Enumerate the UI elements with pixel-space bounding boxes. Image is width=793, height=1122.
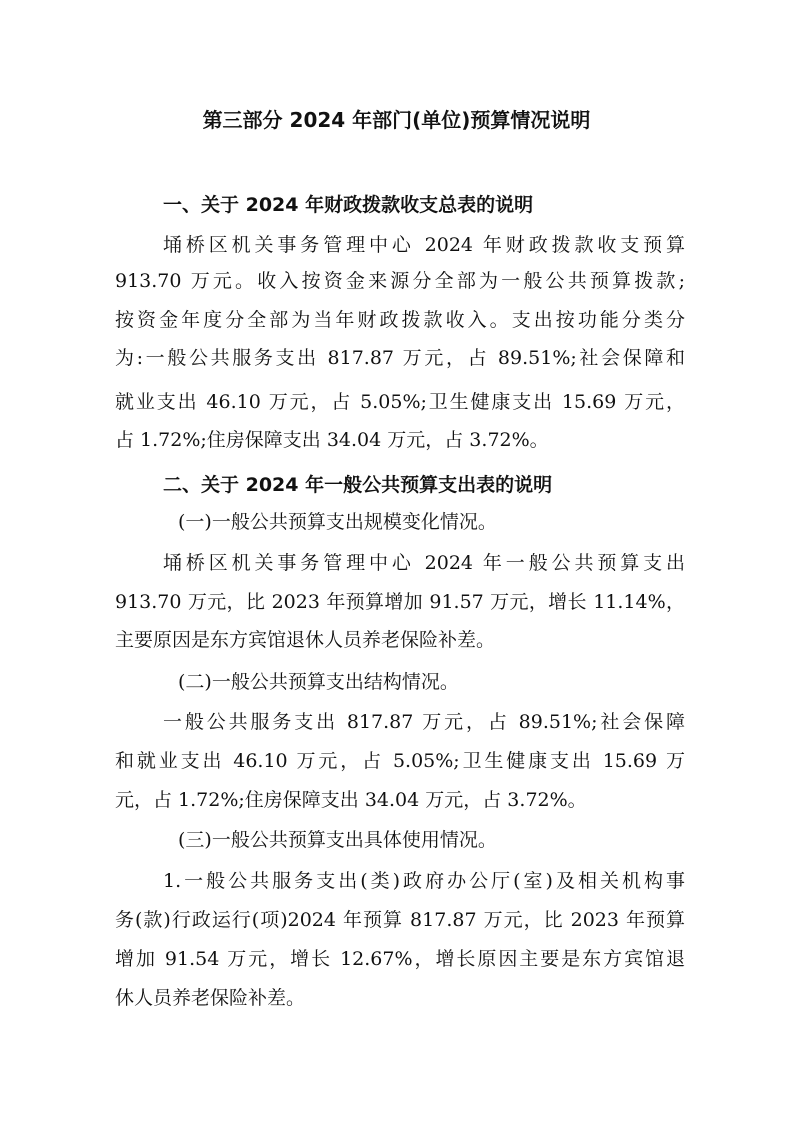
page-title: 第三部分 2024 年部门(单位)预算情况说明 (202, 108, 591, 132)
section-2-heading: 二、关于 2024 年一般公共预算支出表的说明 (163, 474, 553, 496)
paragraph-line: 元，占 1.72%;住房保障支出 34.04 万元，占 3.72%。 (115, 789, 587, 811)
paragraph-line: 务(款)行政运行(项)2024 年预算 817.87 万元，比 2023 年预算 (115, 909, 685, 931)
paragraph-line: 按资金年度分全部为当年财政拨款收入。支出按功能分类分 (115, 309, 685, 331)
section-1-heading: 一、关于 2024 年财政拨款收支总表的说明 (163, 194, 534, 216)
paragraph-line: 和就业支出 46.10 万元，占 5.05%;卫生健康支出 15.69 万 (115, 750, 685, 772)
paragraph-line: 913.70 万元，比 2023 年预算增加 91.57 万元，增长 11.14%， (115, 591, 685, 613)
paragraph-line: 埇桥区机关事务管理中心 2024 年一般公共预算支出 (163, 552, 685, 574)
paragraph-line: 休人员养老保险补差。 (115, 987, 306, 1009)
paragraph-line: 就业支出 46.10 万元，占 5.05%;卫生健康支出 15.69 万元， (115, 391, 685, 413)
paragraph-line: 一般公共服务支出 817.87 万元，占 89.51%;社会保障 (163, 711, 685, 733)
paragraph-line: 增加 91.54 万元，增长 12.67%，增长原因主要是东方宾馆退 (115, 948, 685, 970)
subsection-3-heading: (三)一般公共预算支出具体使用情况。 (178, 829, 497, 851)
paragraph-line: 占 1.72%;住房保障支出 34.04 万元，占 3.72%。 (115, 429, 549, 451)
paragraph-line: 913.70 万元。收入按资金来源分全部为一般公共预算拨款; (115, 270, 685, 292)
paragraph-line: 1.一般公共服务支出(类)政府办公厅(室)及相关机构事 (163, 870, 685, 892)
paragraph-line: 埇桥区机关事务管理中心 2024 年财政拨款收支预算 (163, 234, 685, 256)
paragraph-line: 主要原因是东方宾馆退休人员养老保险补差。 (115, 629, 496, 651)
subsection-2-heading: (二)一般公共预算支出结构情况。 (178, 671, 459, 693)
subsection-1-heading: (一)一般公共预算支出规模变化情况。 (178, 511, 497, 533)
paragraph-line: 为:一般公共服务支出 817.87 万元，占 89.51%;社会保障和 (115, 347, 685, 369)
